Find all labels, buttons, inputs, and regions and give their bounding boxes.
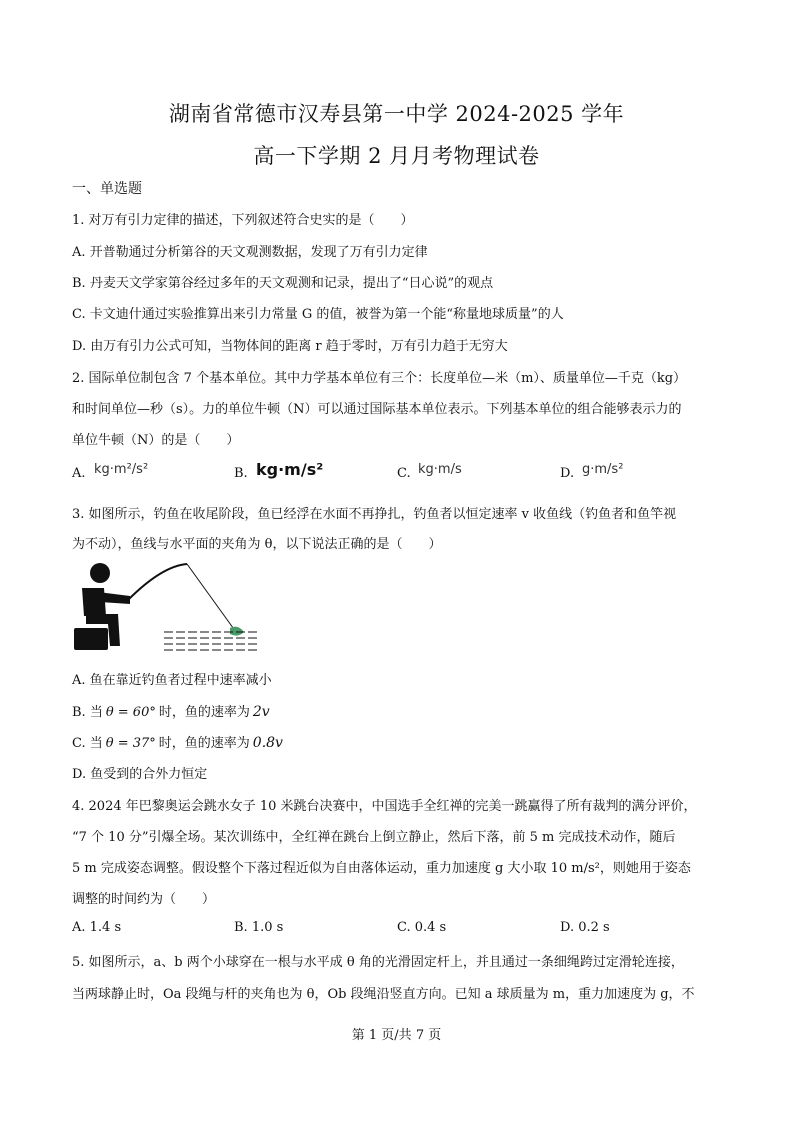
q2-stem-line2: 和时间单位—秒（s）。力的单位牛顿（N）可以通过国际基本单位表示。下列基本单位的组合能够表示力的: [72, 402, 682, 417]
q4-option-c: C. 0.4 s: [397, 920, 447, 935]
water-surface: [164, 632, 258, 650]
fisher-head: [90, 563, 110, 583]
q1-stem: 1. 对万有引力定律的描述，下列叙述符合史实的是（ ）: [72, 213, 414, 228]
fishing-figure: [72, 556, 262, 656]
q2-option-c-value: kg·m/s: [418, 462, 462, 477]
q2-stem-line1: 2. 国际单位制包含 7 个基本单位。其中力学基本单位有三个：长度单位—米（m）、质量单位—千克（kg）: [72, 371, 687, 386]
q1-option-a: A. 开普勒通过分析第谷的天文观测数据，发现了万有引力定律: [72, 245, 428, 260]
q3-option-d: D. 鱼受到的合外力恒定: [72, 767, 208, 782]
fishing-line: [187, 564, 236, 632]
fish: [230, 627, 244, 636]
q3-option-c-equation: θ = 37°: [105, 736, 156, 751]
q3-option-c-prefix: C. 当: [72, 736, 103, 751]
q3-stem-line1: 3. 如图所示，钓鱼在收尾阶段，鱼已经浮在水面不再挣扎，钓鱼者以恒定速率 v 收鱼线（钓鱼者和鱼竿视: [72, 507, 677, 522]
q3-option-b-equation: θ = 60°: [105, 705, 156, 720]
exam-title-line1: 湖南省常德市汉寿县第一中学 2024-2025 学年: [168, 102, 625, 126]
exam-title-line2: 高一下学期 2 月月考物理试卷: [253, 144, 540, 168]
q4-stem-line3: 5 m 完成姿态调整。假设整个下落过程近似为自由落体运动，重力加速度 g 大小取 10 m/s²，则她用于姿态: [72, 861, 691, 876]
q2-option-d-value: g·m/s²: [582, 462, 624, 477]
q2-option-d-label: D.: [560, 466, 575, 481]
q4-option-a: A. 1.4 s: [72, 920, 122, 935]
fisher-seat: [74, 628, 108, 650]
q1-option-b: B. 丹麦天文学家第谷经过多年的天文观测和记录，提出了“日心说”的观点: [72, 276, 494, 291]
q2-option-b-value: kg·m/s²: [256, 460, 324, 479]
q5-stem-line2: 当两球静止时，Oa 段绳与杆的夹角也为 θ，Ob 段绳沿竖直方向。已知 a 球质量为 m，重力加速度为 g，不: [72, 987, 695, 1002]
q3-option-b-middle: 时，鱼的速率为: [158, 705, 250, 720]
q3-option-b-value: 2v: [252, 704, 270, 720]
q2-option-b-label: B.: [234, 466, 248, 481]
q3-option-a: A. 鱼在靠近钓鱼者过程中速率减小: [72, 673, 272, 688]
q2-option-c-label: C.: [397, 466, 411, 481]
page-number: 第 1 页/共 7 页: [351, 1028, 442, 1043]
q3-option-c-middle: 时，鱼的速率为: [158, 736, 250, 751]
q3-stem-line2: 为不动），鱼线与水平面的夹角为 θ，以下说法正确的是（ ）: [72, 537, 442, 552]
fishing-rod: [128, 564, 187, 600]
q4-option-d: D. 0.2 s: [560, 920, 610, 935]
q2-option-a-label: A.: [72, 466, 86, 481]
q3-option-c: [72, 732, 283, 751]
q4-stem-line4: 调整的时间约为（ ）: [72, 892, 216, 907]
q4-stem-line2: “7 个 10 分”引爆全场。某次训练中，全红禅在跳台上倒立静止，然后下落，前 5 m 完成技术动作，随后: [72, 830, 676, 845]
q1-option-d: D. 由万有引力公式可知，当物体间的距离 r 趋于零时，万有引力趋于无穷大: [72, 339, 508, 354]
q3-option-b-prefix: B. 当: [72, 705, 103, 720]
q2-option-a-value: kg·m²/s²: [94, 462, 149, 477]
q5-stem-line1: 5. 如图所示，a、b 两个小球穿在一根与水平成 θ 角的光滑固定杆上，并且通过一条细绳跨过定滑轮连接，: [72, 955, 684, 970]
section-heading: 一、单选题: [72, 181, 142, 197]
q3-option-b: [72, 701, 270, 720]
q1-option-c: C. 卡文迪什通过实验推算出来引力常量 G 的值，被誉为第一个能“称量地球质量”的人: [72, 307, 564, 322]
q3-option-c-value: 0.8v: [252, 735, 283, 751]
q4-stem-line1: 4. 2024 年巴黎奥运会跳水女子 10 米跳台决赛中，中国选手全红禅的完美一跳赢得了所有裁判的满分评价，: [72, 799, 697, 814]
q2-stem-line3: 单位牛顿（N）的是（ ）: [72, 433, 240, 448]
q4-option-b: B. 1.0 s: [234, 920, 284, 935]
